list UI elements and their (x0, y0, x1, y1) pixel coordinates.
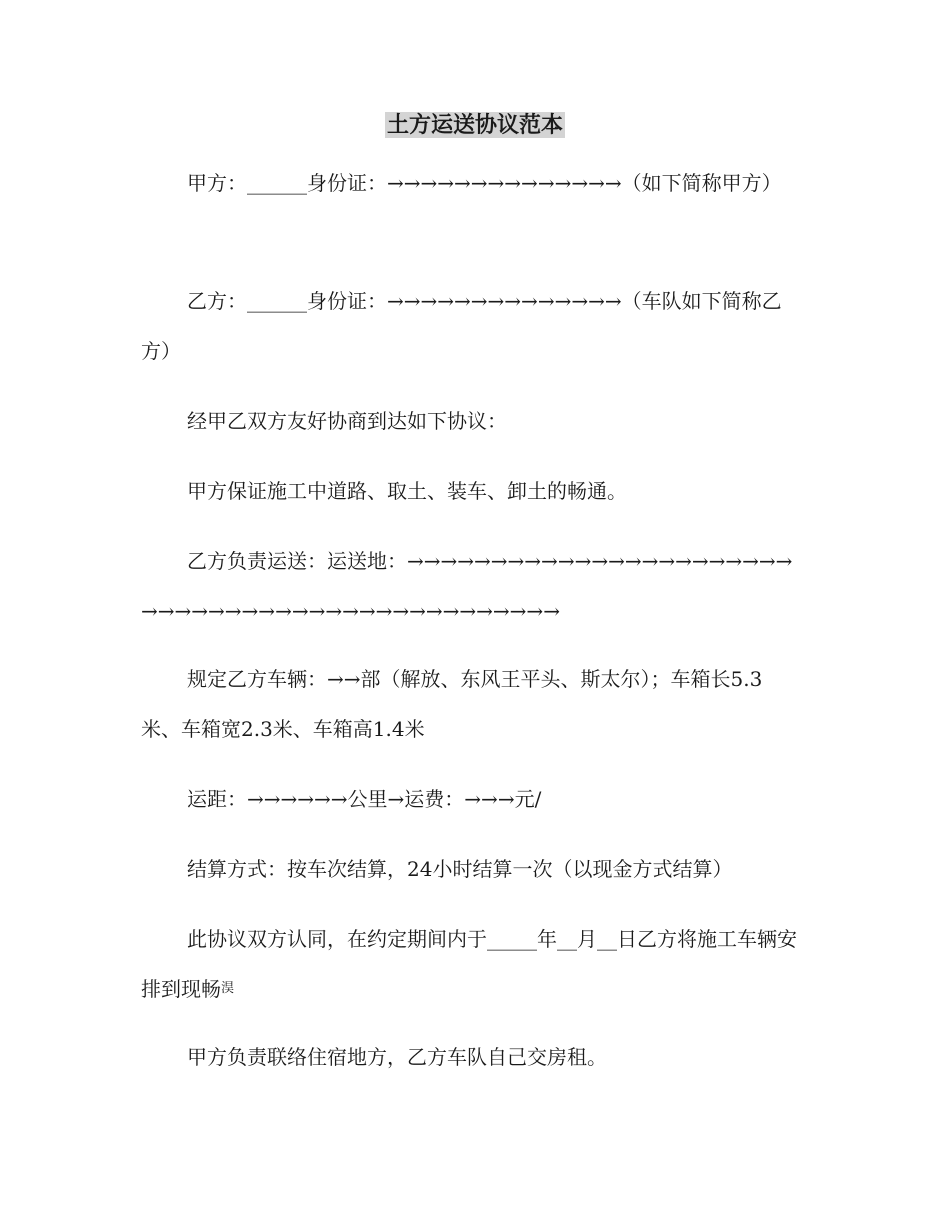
schedule-clause-glyph: 淏 (221, 981, 235, 996)
party-a-paragraph: 甲方：______身份证：→→→→→→→→→→→→→→（如下简称甲方） (187, 171, 782, 195)
vehicles-clause-paragraph: 规定乙方车辆：→→部（解放、东风王平头、斯太尔）；车箱长5.3米、车箱宽2.3米、车箱高1.4米 (141, 667, 763, 741)
transport-clause-paragraph: 乙方负责运送：运送地：→→→→→→→→→→→→→→→→→→→→→→→→→→→→→→→→→→→→→→→→→→→→→→→→ (141, 549, 793, 623)
party-b-paragraph: 乙方：______身份证：→→→→→→→→→→→→→→（车队如下简称乙方） (141, 289, 782, 363)
settlement-clause-paragraph: 结算方式：按车次结算，24小时结算一次（以现金方式结算） (187, 857, 733, 881)
agreement-intro-paragraph: 经甲乙双方友好协商到达如下协议： (187, 409, 507, 433)
housing-clause-paragraph: 甲方负责联络住宿地方，乙方车队自己交房租。 (187, 1045, 607, 1069)
document-title (0, 110, 950, 140)
schedule-clause-paragraph (141, 914, 801, 1014)
document-title-text: 土方运送协议范本 (386, 112, 563, 138)
roads-clause-paragraph: 甲方保证施工中道路、取土、装车、卸土的畅通。 (187, 479, 627, 503)
distance-clause-paragraph: 运距：→→→→→→公里→运费：→→→元/ (187, 787, 542, 811)
schedule-clause-text: 此协议双方认同，在约定期间内于_____年__月__日乙方将施工车辆安排到现畅 (141, 927, 797, 1001)
